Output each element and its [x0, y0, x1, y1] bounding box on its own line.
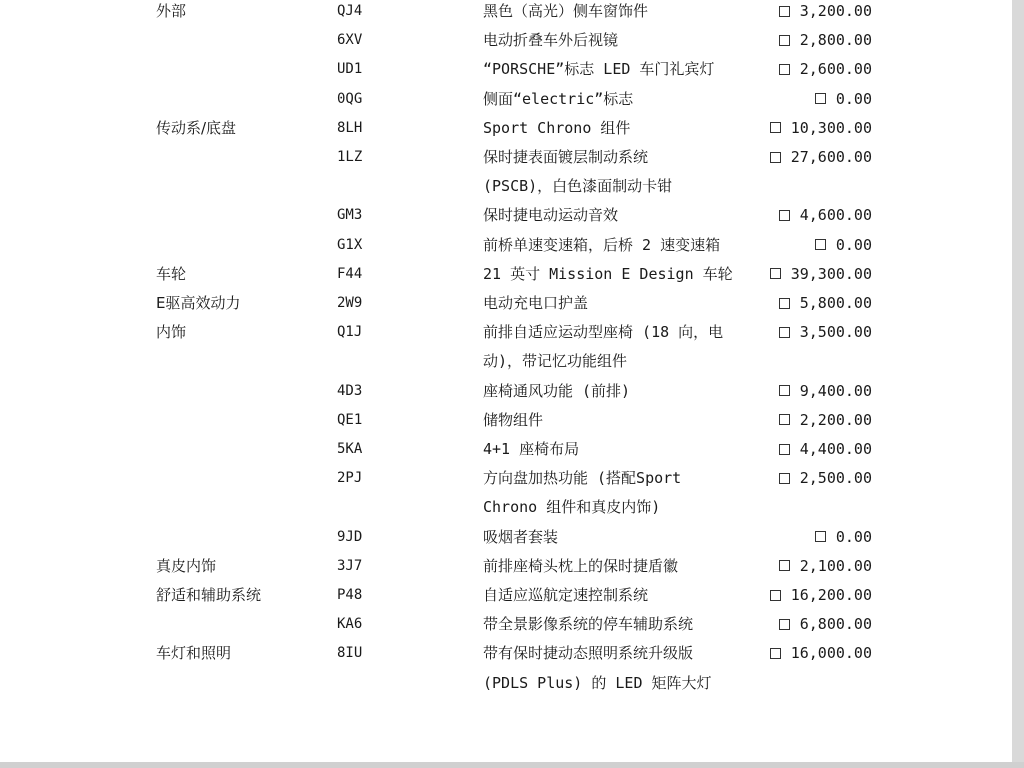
option-row [0, 204, 1012, 233]
option-description: 动)，带记忆功能组件 [483, 352, 628, 371]
option-row [0, 29, 1012, 58]
option-row [0, 380, 1012, 409]
option-checkbox[interactable] [779, 327, 790, 338]
option-row [0, 613, 1012, 642]
option-description: 前桥单速变速箱，后桥 2 速变速箱 [483, 235, 721, 254]
option-checkbox[interactable] [770, 152, 781, 163]
option-price-value: 4,400.00 [799, 440, 872, 458]
option-description: 侧面“electric”标志 [483, 89, 634, 108]
option-checkbox[interactable] [779, 473, 790, 484]
option-category: 真皮内饰 [156, 556, 217, 575]
option-category: 车轮 [156, 264, 187, 283]
option-checkbox[interactable] [815, 239, 826, 250]
option-checkbox[interactable] [770, 122, 781, 133]
option-category: 外部 [156, 2, 187, 20]
option-code: QE1 [337, 411, 363, 428]
option-description: 保时捷电动运动音效 [483, 206, 619, 225]
option-code: 9JD [337, 528, 363, 545]
option-price-value: 9,400.00 [799, 381, 872, 400]
option-row [0, 642, 1012, 671]
option-description: (PSCB)，白色漆面制动卡钳 [483, 177, 673, 196]
option-code: F44 [337, 265, 363, 282]
option-description: 吸烟者套装 [483, 527, 559, 546]
option-code: 0QG [337, 90, 363, 107]
option-description: 储物组件 [483, 410, 544, 429]
option-price [770, 584, 872, 606]
option-price-value: 3,500.00 [799, 323, 872, 342]
option-description: 21 英寸 Mission E Design 车轮 [483, 264, 733, 283]
option-description: 带有保时捷动态照明系统升级版 [483, 644, 694, 663]
option-price [779, 438, 872, 460]
option-price-value: 0.00 [835, 89, 872, 108]
option-checkbox[interactable] [779, 6, 790, 17]
option-row [0, 263, 1012, 292]
option-price-value: 2,100.00 [799, 556, 872, 575]
option-price [815, 234, 872, 256]
option-code: 2W9 [337, 295, 363, 311]
option-price [779, 555, 872, 577]
option-code: UD1 [337, 61, 363, 78]
option-code: G1X [337, 236, 363, 253]
option-checkbox[interactable] [779, 35, 790, 46]
option-code: 8LH [337, 119, 363, 136]
option-price-value: 16,200.00 [790, 586, 872, 604]
option-price [779, 613, 872, 635]
option-category: 舒适和辅助系统 [156, 586, 262, 604]
option-price-value: 2,800.00 [799, 31, 872, 50]
option-price-value: 0.00 [835, 527, 872, 546]
option-price [779, 29, 872, 51]
option-description: 电动充电口护盖 [483, 294, 589, 312]
option-price-value: 39,300.00 [790, 264, 872, 283]
option-price [779, 409, 872, 431]
option-price [779, 58, 872, 80]
option-price [779, 321, 872, 343]
option-description: “PORSCHE”标志 LED 车门礼宾灯 [483, 60, 715, 79]
option-checkbox[interactable] [815, 531, 826, 542]
option-checkbox[interactable] [770, 590, 781, 601]
option-price [815, 526, 872, 548]
option-row [0, 175, 1012, 204]
page-edge-shadow [0, 762, 1024, 768]
option-price [770, 146, 872, 168]
option-price [779, 204, 872, 226]
option-code: 2PJ [337, 470, 363, 487]
option-row [0, 0, 1012, 29]
option-checkbox[interactable] [779, 210, 790, 221]
option-row [0, 526, 1012, 555]
option-row [0, 438, 1012, 467]
option-code: P48 [337, 587, 363, 603]
option-category: 传动系/底盘 [156, 118, 237, 137]
option-row [0, 117, 1012, 146]
option-checkbox[interactable] [779, 444, 790, 455]
option-price-value: 16,000.00 [790, 644, 872, 663]
option-row [0, 292, 1012, 321]
option-row [0, 321, 1012, 350]
option-checkbox[interactable] [770, 268, 781, 279]
option-price [770, 642, 872, 664]
option-checkbox[interactable] [779, 619, 790, 630]
option-row [0, 146, 1012, 175]
option-description: 带全景影像系统的停车辅助系统 [483, 615, 694, 634]
option-code: 8IU [337, 645, 363, 662]
option-price-value: 5,800.00 [799, 294, 872, 312]
option-code: KA6 [337, 616, 363, 633]
option-price [779, 467, 872, 489]
option-price-value: 27,600.00 [790, 148, 872, 166]
option-row [0, 409, 1012, 438]
option-code: 5KA [337, 441, 363, 457]
option-checkbox[interactable] [779, 64, 790, 75]
option-price [779, 380, 872, 402]
option-category: 内饰 [156, 323, 187, 342]
option-category: E驱高效动力 [156, 294, 241, 312]
option-description: Sport Chrono 组件 [483, 118, 631, 137]
option-category: 车灯和照明 [156, 644, 232, 663]
option-description: 4+1 座椅布局 [483, 440, 580, 458]
option-checkbox[interactable] [815, 93, 826, 104]
option-row [0, 88, 1012, 117]
option-checkbox[interactable] [779, 560, 790, 571]
option-description: (PDLS Plus) 的 LED 矩阵大灯 [483, 673, 712, 692]
option-price-value: 4,600.00 [799, 206, 872, 225]
option-code: Q1J [337, 324, 363, 341]
option-row [0, 350, 1012, 379]
option-description: 方向盘加热功能 (搭配Sport [483, 469, 682, 488]
option-code: 3J7 [337, 557, 363, 574]
option-row [0, 58, 1012, 87]
option-code: 1LZ [337, 149, 363, 165]
option-price-value: 3,200.00 [799, 2, 872, 20]
option-price-value: 2,200.00 [799, 410, 872, 429]
option-code: QJ4 [337, 3, 363, 19]
option-price-value: 10,300.00 [790, 118, 872, 137]
option-price-value: 6,800.00 [799, 615, 872, 634]
option-row [0, 584, 1012, 613]
option-description: 电动折叠车外后视镜 [483, 31, 619, 50]
option-description: 座椅通风功能 (前排) [483, 381, 631, 400]
option-description: 保时捷表面镀层制动系统 [483, 148, 649, 166]
option-code: 6XV [337, 32, 363, 49]
option-checkbox[interactable] [779, 414, 790, 425]
option-row [0, 234, 1012, 263]
option-price-value: 0.00 [835, 235, 872, 254]
option-checkbox[interactable] [779, 298, 790, 309]
option-description: 黑色（高光）侧车窗饰件 [483, 2, 649, 20]
option-price [770, 117, 872, 139]
option-price-value: 2,500.00 [799, 469, 872, 488]
option-row [0, 555, 1012, 584]
option-row [0, 467, 1012, 496]
option-description: Chrono 组件和真皮内饰) [483, 498, 661, 517]
option-description: 前排自适应运动型座椅 (18 向，电 [483, 323, 724, 342]
option-price [779, 0, 872, 22]
option-checkbox[interactable] [779, 385, 790, 396]
option-price-value: 2,600.00 [799, 60, 872, 79]
option-row [0, 496, 1012, 525]
option-description: 前排座椅头枕上的保时捷盾徽 [483, 556, 679, 575]
option-code: 4D3 [337, 382, 363, 399]
option-price [770, 263, 872, 285]
option-price [815, 88, 872, 110]
option-row [0, 672, 1012, 701]
option-price [779, 292, 872, 314]
option-checkbox[interactable] [770, 648, 781, 659]
option-code: GM3 [337, 207, 363, 224]
option-description: 自适应巡航定速控制系统 [483, 586, 649, 604]
